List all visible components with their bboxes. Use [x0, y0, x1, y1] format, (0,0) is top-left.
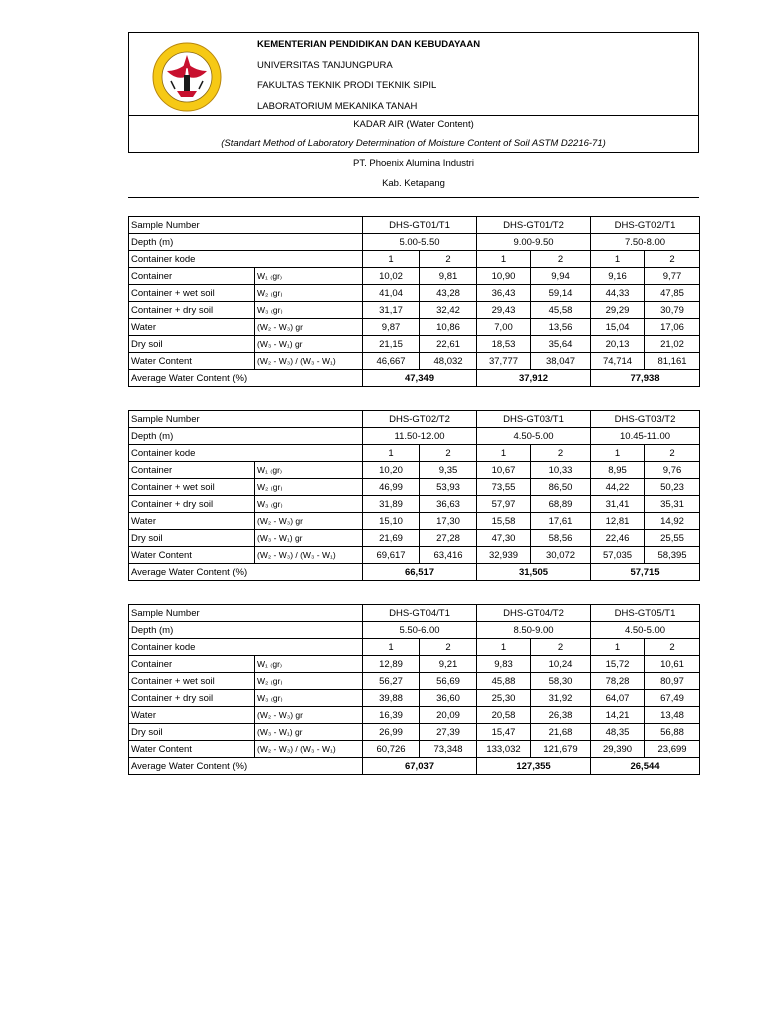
university-name: UNIVERSITAS TANJUNGPURA: [257, 59, 393, 71]
table-cell: 26,99: [363, 724, 420, 741]
table-cell: 20,09: [420, 707, 477, 724]
table-cell: 15,47: [477, 724, 531, 741]
table-cell: 1: [363, 639, 420, 656]
table-row: [129, 605, 700, 622]
table-cell: 31,89: [363, 496, 420, 513]
row-symbol: (W₂ - W₃) gr: [255, 707, 363, 724]
table-cell: 10,90: [477, 268, 531, 285]
table-cell: 46,667: [363, 353, 420, 370]
table-cell: 86,50: [531, 479, 591, 496]
table-cell: 47,85: [645, 285, 700, 302]
table-cell: 56,88: [645, 724, 700, 741]
table-cell: 29,29: [591, 302, 645, 319]
row-label: Container: [129, 268, 255, 285]
institution-header: [128, 32, 699, 116]
table-cell: 9,87: [363, 319, 420, 336]
table-cell: 48,35: [591, 724, 645, 741]
table-cell: 63,416: [420, 547, 477, 564]
test-title-box: [128, 115, 699, 153]
table-cell: 13,56: [531, 319, 591, 336]
divider: [128, 197, 699, 198]
row-symbol: W₃ ₍gr₎: [255, 496, 363, 513]
table-cell: 17,61: [531, 513, 591, 530]
sample-depth: 5.50-6.00: [363, 622, 477, 639]
table-cell: 9,16: [591, 268, 645, 285]
table-cell: 44,33: [591, 285, 645, 302]
table-cell: 48,032: [420, 353, 477, 370]
table-cell: 39,88: [363, 690, 420, 707]
row-label: Water Content: [129, 547, 255, 564]
sample-number: DHS-GT05/T1: [591, 605, 700, 622]
table-cell: 37,777: [477, 353, 531, 370]
table-cell: 1: [363, 445, 420, 462]
table-row: [129, 268, 700, 285]
table-row: [129, 564, 700, 581]
row-label: Dry soil: [129, 530, 255, 547]
table-cell: 2: [420, 639, 477, 656]
row-label: Water: [129, 513, 255, 530]
table-cell: 36,43: [477, 285, 531, 302]
table-cell: 43,28: [420, 285, 477, 302]
table-cell: 29,43: [477, 302, 531, 319]
table-cell: 38,047: [531, 353, 591, 370]
table-cell: 10,86: [420, 319, 477, 336]
table-row: [129, 217, 700, 234]
table-cell: 21,68: [531, 724, 591, 741]
table-row: [129, 656, 700, 673]
row-label: Container + dry soil: [129, 496, 255, 513]
row-label: Container + wet soil: [129, 673, 255, 690]
table-cell: 44,22: [591, 479, 645, 496]
table-row: [129, 496, 700, 513]
table-row: [129, 234, 700, 251]
table-cell: 10,20: [363, 462, 420, 479]
row-symbol: W₁ ₍gr₎: [255, 268, 363, 285]
table-row: [129, 302, 700, 319]
average-water-content: 127,355: [477, 758, 591, 775]
row-label: Container + wet soil: [129, 285, 255, 302]
table-cell: 13,48: [645, 707, 700, 724]
table-cell: 9,77: [645, 268, 700, 285]
row-label: Container kode: [129, 445, 363, 462]
table-row: [129, 513, 700, 530]
table-cell: 35,31: [645, 496, 700, 513]
table-cell: 18,53: [477, 336, 531, 353]
table-row: [129, 530, 700, 547]
table-cell: 22,61: [420, 336, 477, 353]
sample-number: DHS-GT01/T1: [363, 217, 477, 234]
sample-number: DHS-GT03/T1: [477, 411, 591, 428]
row-label: Container + wet soil: [129, 479, 255, 496]
table-cell: 81,161: [645, 353, 700, 370]
table-row: [129, 707, 700, 724]
table-cell: 1: [591, 445, 645, 462]
table-cell: 26,38: [531, 707, 591, 724]
table-cell: 8,95: [591, 462, 645, 479]
average-water-content: 26,544: [591, 758, 700, 775]
table-cell: 2: [531, 251, 591, 268]
sample-depth: 11.50-12.00: [363, 428, 477, 445]
table-cell: 21,69: [363, 530, 420, 547]
table-cell: 45,88: [477, 673, 531, 690]
ministry-name: KEMENTERIAN PENDIDIKAN DAN KEBUDAYAAN: [257, 39, 481, 50]
table-cell: 31,41: [591, 496, 645, 513]
table-cell: 31,17: [363, 302, 420, 319]
table-row: [129, 462, 700, 479]
table-cell: 1: [477, 639, 531, 656]
table-cell: 73,348: [420, 741, 477, 758]
table-cell: 2: [420, 251, 477, 268]
test-standard: (Standart Method of Laboratory Determination of Moisture Content of Soil ASTM D2216-71): [221, 138, 606, 149]
table-cell: 59,14: [531, 285, 591, 302]
row-label: Water: [129, 707, 255, 724]
row-label: Sample Number: [129, 411, 363, 428]
table-row: [129, 479, 700, 496]
table-cell: 133,032: [477, 741, 531, 758]
table-cell: 121,679: [531, 741, 591, 758]
table-cell: 2: [645, 445, 700, 462]
row-label: Container + dry soil: [129, 302, 255, 319]
table-cell: 21,02: [645, 336, 700, 353]
row-label: Average Water Content (%): [129, 370, 363, 387]
table-cell: 2: [645, 251, 700, 268]
test-title: KADAR AIR (Water Content): [353, 119, 474, 130]
table-cell: 45,58: [531, 302, 591, 319]
table-row: [129, 724, 700, 741]
table-cell: 58,30: [531, 673, 591, 690]
row-symbol: (W₃ - W₁) gr: [255, 724, 363, 741]
row-label: Container kode: [129, 639, 363, 656]
table-row: [129, 622, 700, 639]
row-symbol: W₂ ₍gr₎: [255, 285, 363, 302]
table-cell: 9,83: [477, 656, 531, 673]
table-cell: 1: [591, 251, 645, 268]
row-label: Water: [129, 319, 255, 336]
table-cell: 64,07: [591, 690, 645, 707]
table-cell: 53,93: [420, 479, 477, 496]
row-label: Container: [129, 462, 255, 479]
average-water-content: 67,037: [363, 758, 477, 775]
table-cell: 15,72: [591, 656, 645, 673]
table-cell: 2: [645, 639, 700, 656]
table-cell: 31,92: [531, 690, 591, 707]
sample-number: DHS-GT02/T2: [363, 411, 477, 428]
row-symbol: (W₂ - W₃) / (W₃ - W₁): [255, 547, 363, 564]
sample-depth: 4.50-5.00: [477, 428, 591, 445]
row-label: Container + dry soil: [129, 690, 255, 707]
table-cell: 50,23: [645, 479, 700, 496]
row-label: Depth (m): [129, 234, 363, 251]
row-symbol: (W₃ - W₁) gr: [255, 530, 363, 547]
table-row: [129, 319, 700, 336]
table-cell: 2: [531, 445, 591, 462]
row-symbol: W₂ ₍gr₎: [255, 673, 363, 690]
table-cell: 41,04: [363, 285, 420, 302]
table-cell: 30,072: [531, 547, 591, 564]
table-cell: 10,24: [531, 656, 591, 673]
sample-depth: 9.00-9.50: [477, 234, 591, 251]
table-cell: 36,60: [420, 690, 477, 707]
table-cell: 1: [477, 251, 531, 268]
table-row: [129, 639, 700, 656]
table-row: [129, 411, 700, 428]
table-row: [129, 445, 700, 462]
table-cell: 32,42: [420, 302, 477, 319]
table-cell: 68,89: [531, 496, 591, 513]
table-row: [129, 673, 700, 690]
table-cell: 23,699: [645, 741, 700, 758]
row-symbol: W₃ ₍gr₎: [255, 690, 363, 707]
table-row: [129, 353, 700, 370]
table-row: [129, 285, 700, 302]
row-label: Average Water Content (%): [129, 758, 363, 775]
table-cell: 57,97: [477, 496, 531, 513]
table-row: [129, 690, 700, 707]
table-cell: 10,61: [645, 656, 700, 673]
table-cell: 12,81: [591, 513, 645, 530]
sample-depth: 10.45-11.00: [591, 428, 700, 445]
table-cell: 57,035: [591, 547, 645, 564]
row-label: Average Water Content (%): [129, 564, 363, 581]
table-cell: 7,00: [477, 319, 531, 336]
client-name: PT. Phoenix Alumina Industri: [353, 158, 474, 169]
table-cell: 14,92: [645, 513, 700, 530]
row-label: Depth (m): [129, 428, 363, 445]
table-row: [129, 428, 700, 445]
table-cell: 16,39: [363, 707, 420, 724]
table-cell: 74,714: [591, 353, 645, 370]
water-content-table: [128, 410, 700, 581]
table-cell: 10,02: [363, 268, 420, 285]
row-symbol: W₂ ₍gr₎: [255, 479, 363, 496]
table-row: [129, 547, 700, 564]
row-symbol: (W₂ - W₃) gr: [255, 319, 363, 336]
row-symbol: (W₃ - W₁) gr: [255, 336, 363, 353]
average-water-content: 31,505: [477, 564, 591, 581]
table-cell: 9,81: [420, 268, 477, 285]
table-cell: 1: [363, 251, 420, 268]
table-cell: 73,55: [477, 479, 531, 496]
table-cell: 58,395: [645, 547, 700, 564]
table-cell: 22,46: [591, 530, 645, 547]
row-label: Container: [129, 656, 255, 673]
water-content-table: [128, 604, 700, 775]
row-label: Sample Number: [129, 605, 363, 622]
table-cell: 10,33: [531, 462, 591, 479]
table-cell: 46,99: [363, 479, 420, 496]
table-cell: 2: [420, 445, 477, 462]
table-cell: 56,27: [363, 673, 420, 690]
table-cell: 9,76: [645, 462, 700, 479]
table-cell: 9,35: [420, 462, 477, 479]
table-cell: 27,28: [420, 530, 477, 547]
table-cell: 69,617: [363, 547, 420, 564]
table-cell: 20,13: [591, 336, 645, 353]
project-location: Kab. Ketapang: [382, 178, 445, 189]
table-cell: 58,56: [531, 530, 591, 547]
table-cell: 27,39: [420, 724, 477, 741]
average-water-content: 66,517: [363, 564, 477, 581]
table-cell: 17,06: [645, 319, 700, 336]
faculty-name: FAKULTAS TEKNIK PRODI TEKNIK SIPIL: [257, 80, 437, 91]
row-label: Container kode: [129, 251, 363, 268]
table-row: [129, 251, 700, 268]
row-label: Sample Number: [129, 217, 363, 234]
average-water-content: 57,715: [591, 564, 700, 581]
table-cell: 35,64: [531, 336, 591, 353]
sample-number: DHS-GT03/T2: [591, 411, 700, 428]
table-cell: 2: [531, 639, 591, 656]
sample-number: DHS-GT04/T1: [363, 605, 477, 622]
table-cell: 1: [591, 639, 645, 656]
sample-number: DHS-GT04/T2: [477, 605, 591, 622]
row-label: Dry soil: [129, 336, 255, 353]
university-logo-icon: [151, 41, 223, 113]
table-cell: 15,10: [363, 513, 420, 530]
sample-depth: 5.00-5.50: [363, 234, 477, 251]
row-label: Depth (m): [129, 622, 363, 639]
table-row: [129, 336, 700, 353]
table-cell: 25,55: [645, 530, 700, 547]
row-symbol: W₃ ₍gr₎: [255, 302, 363, 319]
table-cell: 9,21: [420, 656, 477, 673]
table-cell: 60,726: [363, 741, 420, 758]
table-cell: 56,69: [420, 673, 477, 690]
row-symbol: (W₂ - W₃) / (W₃ - W₁): [255, 741, 363, 758]
table-cell: 15,58: [477, 513, 531, 530]
water-content-table: [128, 216, 700, 387]
table-cell: 14,21: [591, 707, 645, 724]
row-symbol: (W₂ - W₃) gr: [255, 513, 363, 530]
table-cell: 9,94: [531, 268, 591, 285]
sample-depth: 8.50-9.00: [477, 622, 591, 639]
average-water-content: 47,349: [363, 370, 477, 387]
row-symbol: W₁ ₍gr₎: [255, 656, 363, 673]
table-row: [129, 741, 700, 758]
average-water-content: 37,912: [477, 370, 591, 387]
row-label: Water Content: [129, 741, 255, 758]
sample-depth: 4.50-5.00: [591, 622, 700, 639]
laboratory-name: LABORATORIUM MEKANIKA TANAH: [257, 100, 418, 112]
table-cell: 80,97: [645, 673, 700, 690]
table-cell: 10,67: [477, 462, 531, 479]
table-cell: 20,58: [477, 707, 531, 724]
row-label: Dry soil: [129, 724, 255, 741]
table-cell: 30,79: [645, 302, 700, 319]
table-cell: 17,30: [420, 513, 477, 530]
row-label: Water Content: [129, 353, 255, 370]
table-cell: 12,89: [363, 656, 420, 673]
table-row: [129, 370, 700, 387]
table-cell: 21,15: [363, 336, 420, 353]
table-cell: 25,30: [477, 690, 531, 707]
table-cell: 47,30: [477, 530, 531, 547]
table-cell: 32,939: [477, 547, 531, 564]
table-cell: 15,04: [591, 319, 645, 336]
table-cell: 29,390: [591, 741, 645, 758]
table-cell: 67,49: [645, 690, 700, 707]
table-cell: 1: [477, 445, 531, 462]
sample-number: DHS-GT01/T2: [477, 217, 591, 234]
row-symbol: (W₂ - W₃) / (W₃ - W₁): [255, 353, 363, 370]
average-water-content: 77,938: [591, 370, 700, 387]
table-cell: 36,63: [420, 496, 477, 513]
sample-number: DHS-GT02/T1: [591, 217, 700, 234]
row-symbol: W₁ ₍gr₎: [255, 462, 363, 479]
sample-depth: 7.50-8.00: [591, 234, 700, 251]
table-cell: 78,28: [591, 673, 645, 690]
table-row: [129, 758, 700, 775]
